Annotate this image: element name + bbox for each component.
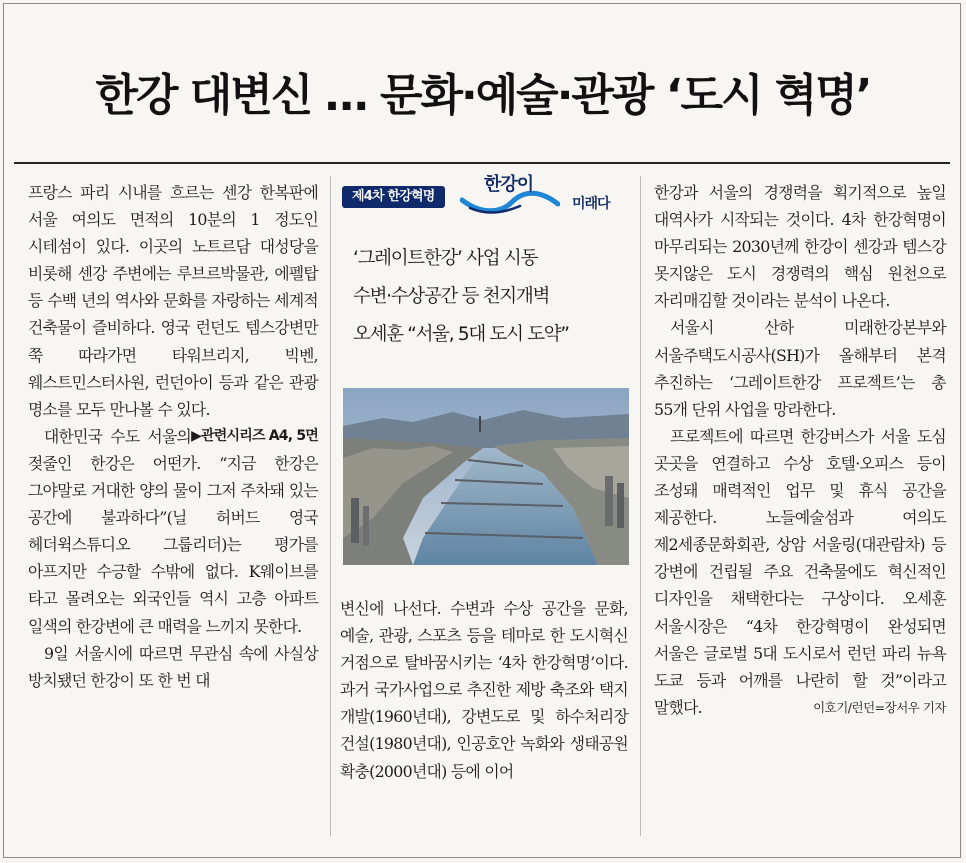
related-series-ref: ▶관련시리즈 A4, 5면 [191, 427, 318, 444]
han-river-aerial-image [343, 388, 629, 565]
paragraph: 프랑스 파리 시내를 흐르는 센강 한복판에 서울 여의도 면적의 10분의 1 정도인 시테섬이 있다. 이곳의 노트르담 대성당을 비롯해 센강 주변에는 루브르박물관, 에펠탑 등 수백 년의 역사와 문화를 자랑하는 세계적 건축물이 즐비하다. 영국 런던도 템스강변만 쭉 따라가면 타워브리지, 빅벤, 웨스트민스터사원, 런던아이 등과 같은 관광 명소를 모두 만나볼 수 있다. ▶관련시리즈 A4, 5면 [28, 179, 318, 423]
series-subtitle: 미래다 [572, 196, 610, 212]
body-column-3 [654, 179, 946, 721]
paragraph: 변신에 나선다. 수변과 수상 공간을 문화, 예술, 관광, 스포츠 등을 테마로 한 도시혁신 거점으로 탈바꿈시키는 ‘4차 한강혁명’이다. 과거 국가사업으로 추진한 제방 축조와 택지 개발(1960년대), 강변도로 및 하수처리장 건설(1980년대), 인공호안 녹화와 생태공원 확충(2000년대) 등에 이어 [340, 599, 628, 781]
series-title: 한강이 [484, 174, 534, 195]
headline: 한강 대변신 … 문화·예술·관광 ‘도시 혁명’ [95, 70, 871, 121]
subheads [353, 240, 629, 354]
article-photo [343, 388, 629, 565]
headline-rule [14, 162, 950, 164]
paragraph: 9일 서울시에 따르면 무관심 속에 사실상 방치됐던 한강이 또 한 번 대 [28, 643, 318, 690]
column-divider [330, 176, 331, 836]
series-banner [342, 176, 632, 220]
body-column-1 [28, 179, 318, 694]
body-column-2 [340, 595, 628, 785]
paragraph: 한강과 서울의 경쟁력을 획기적으로 높일 대역사가 시작되는 것이다. 4차 한강혁명이 마무리되는 2030년께 한강이 센강과 템스강 못지않은 도시 경쟁력의 핵심 원천으로 자리매김할 것이라는 분석이 나온다. [654, 183, 946, 311]
byline: 이호기/런던=장서우 기자 [813, 699, 946, 715]
article-frame [3, 3, 961, 858]
column-divider [640, 176, 641, 836]
subhead: 오세훈 “서울, 5대 도시 도약” [353, 324, 569, 345]
series-tag: 제4차 한강혁명 [342, 186, 445, 208]
paragraph: 대한민국 수도 서울의 젖줄인 한강은 어떤가. “지금 한강은 그야말로 거대한 양의 물이 그저 주차돼 있는 공간에 불과하다”(닐 허버드 영국 헤더윅스튜디오 그룹리더)는 평가를 아프지만 수긍할 수밖에 없다. K웨이브를 타고 몰려오는 외국인들 역시 고층 아파트 일색의 한강변에 큰 매력을 느끼지 못한다. [28, 426, 318, 636]
paragraph: 서울시 산하 미래한강본부와 서울주택도시공사(SH)가 올해부터 본격 추진하는 ‘그레이트한강 프로젝트’는 총 55개 단위 사업을 망라한다. [654, 318, 946, 419]
subhead: 수변·수상공간 등 천지개벽 [353, 286, 550, 307]
paragraph: 프로젝트에 따르면 한강버스가 서울 도심 곳곳을 연결하고 수상 호텔·오피스 등이 조성돼 매력적인 업무 및 휴식 공간을 제공한다. 노들예술섬과 여의도 제2세종문화회관, 상암 서울링(대관람차) 등 강변에 건립될 주요 건축물에도 혁신적인 디자인을 채택한다는 구상이다. 오세훈 서울시장은 “4차 한강혁명이 완성되면 서울은 글로벌 5대 도시로서 런던 파리 뉴욕 도쿄 등과 어깨를 나란히 할 것”이라고 말했다. 이호기/런던=장서우 기자 [654, 423, 946, 721]
subhead: ‘그레이트한강’ 사업 시동 [353, 248, 538, 269]
